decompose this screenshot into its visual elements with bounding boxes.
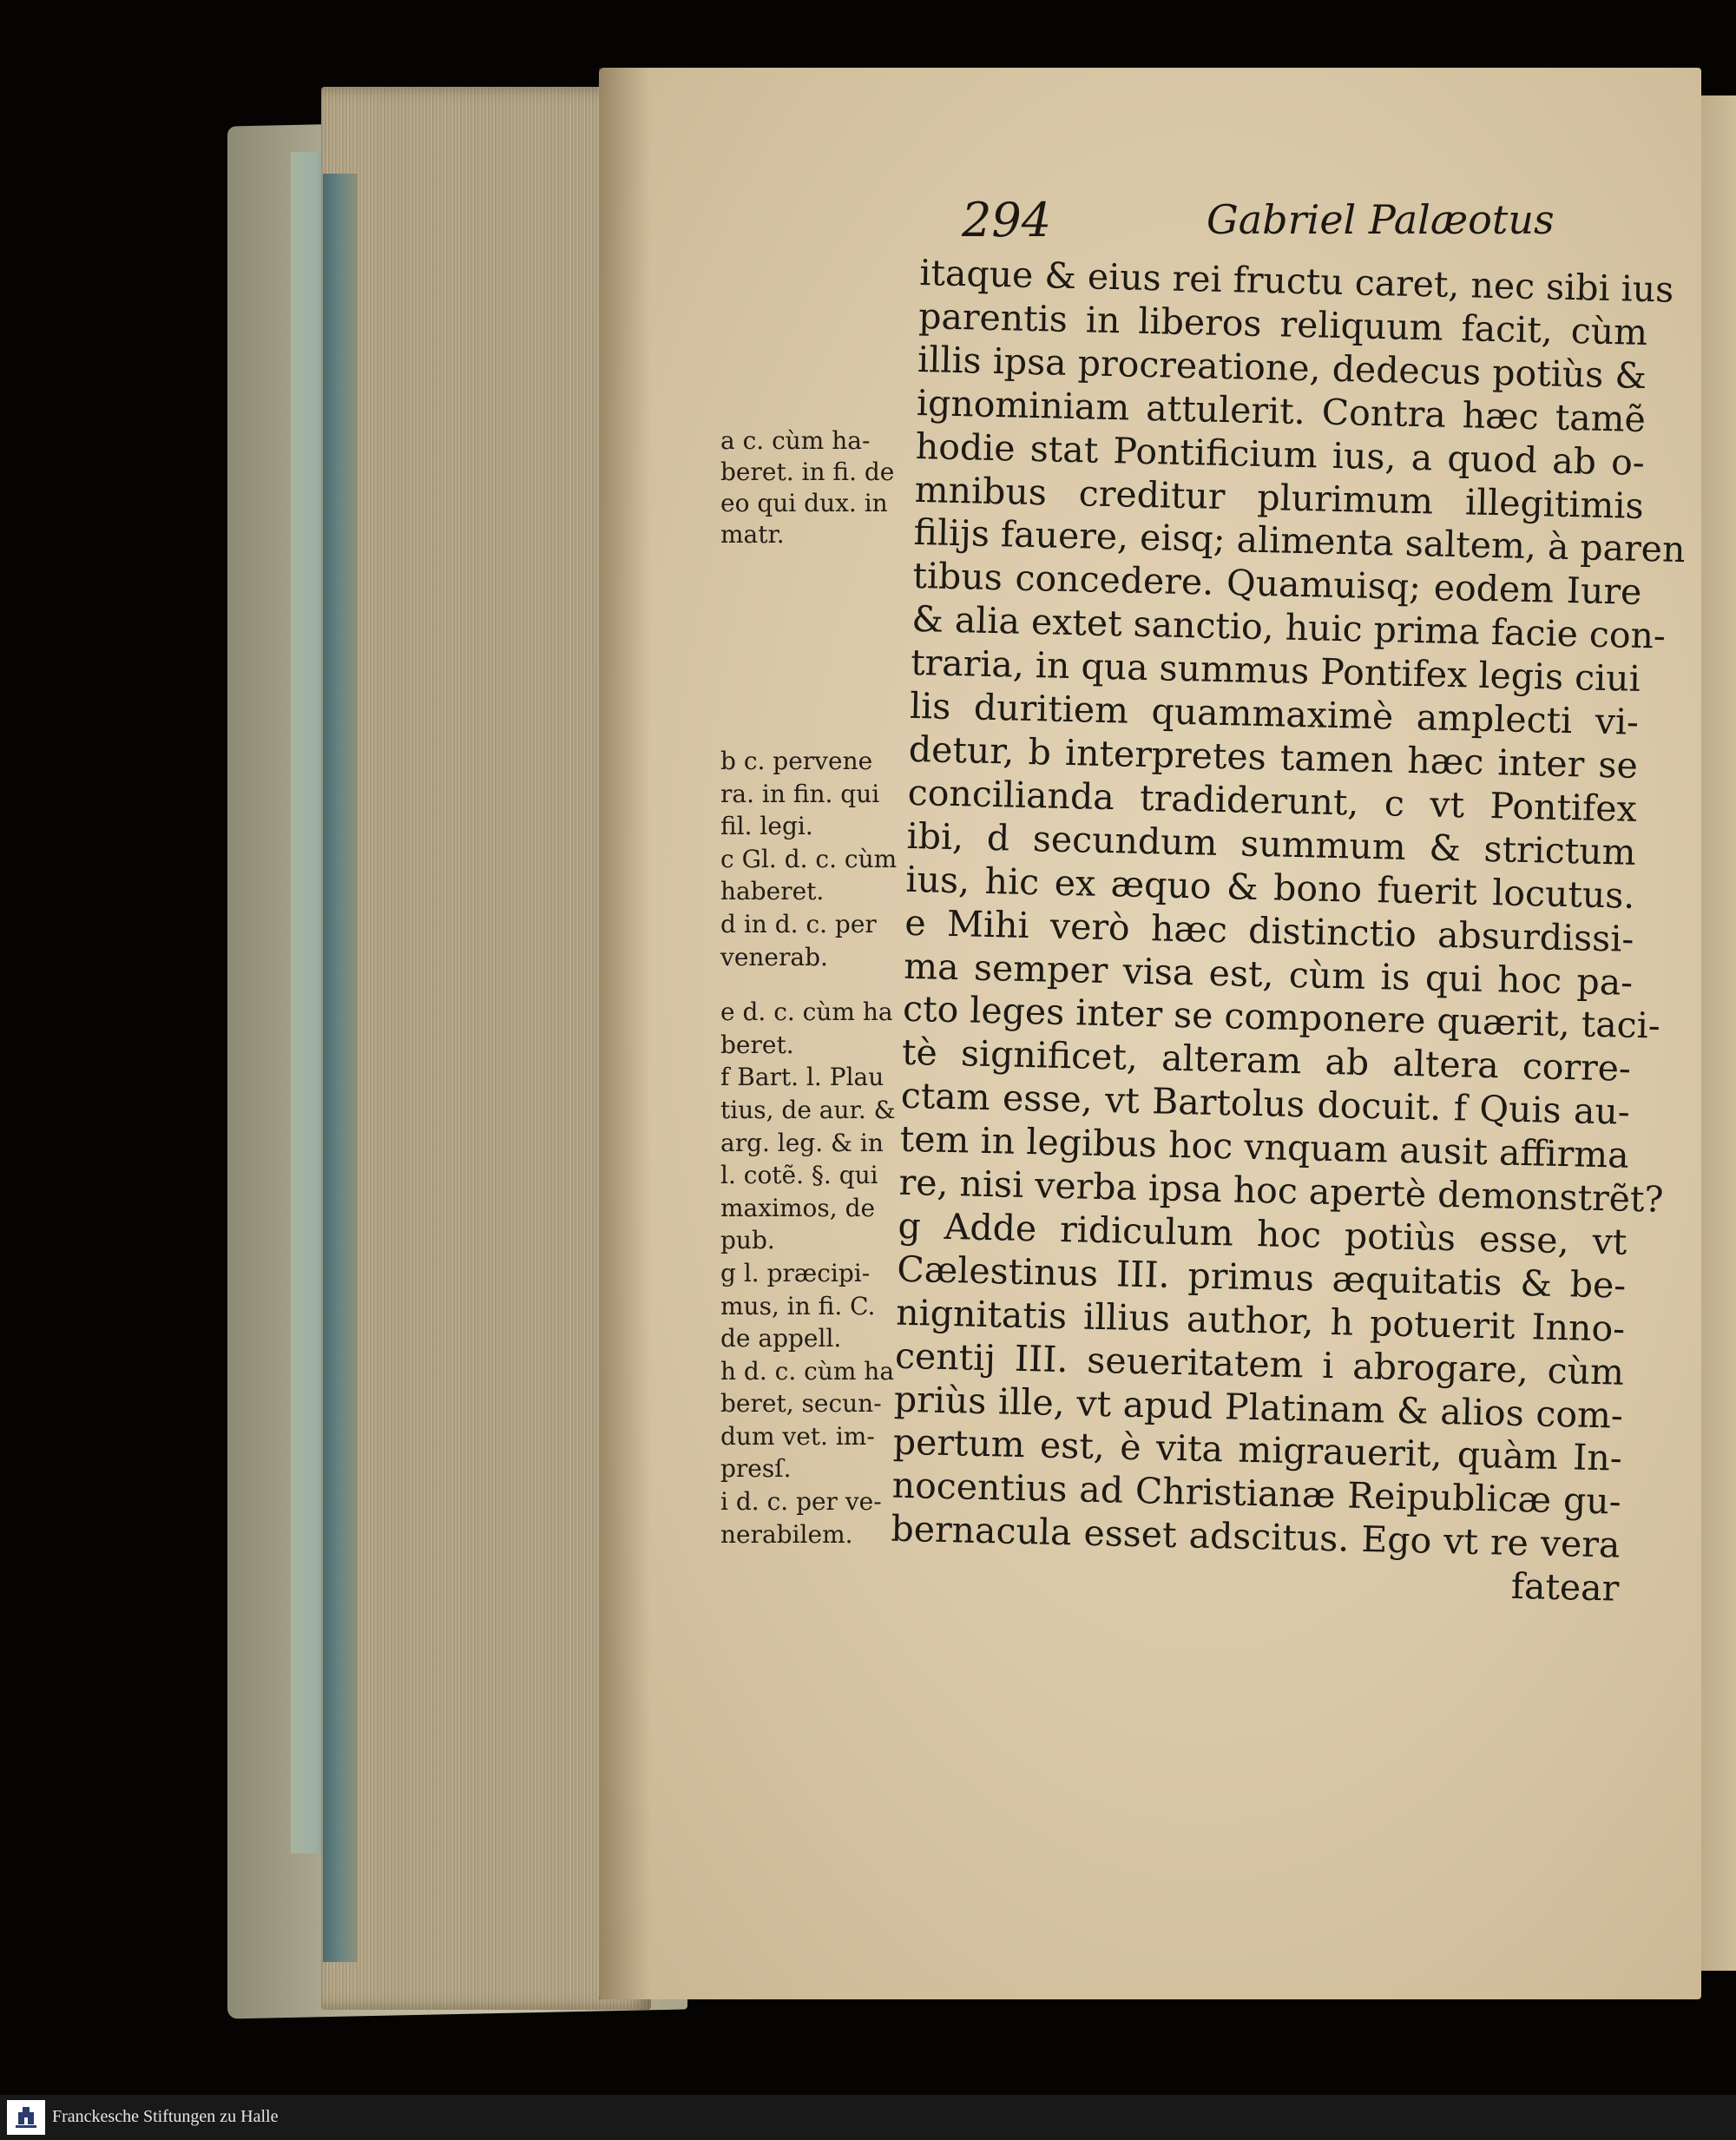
marginal-note-line: eo qui dux. in [720, 489, 888, 517]
body-line: bernacula esset adscitus. Ego vt re vera [891, 1507, 1621, 1566]
marginal-note-line: beret. in fi. de [720, 458, 895, 486]
marginal-note-line: d in d. c. per [720, 909, 877, 938]
marginal-note-line: h d. c. cùm ha [720, 1356, 895, 1386]
body-line: tibus concedere. Quamuisq; eodem Iure [911, 555, 1642, 614]
body-line: centij III. seueritatem i abrogare, cùm [894, 1334, 1625, 1393]
body-line: traria, in qua summus Pontifex legis ciui [910, 642, 1641, 701]
body-line: priùs ille, vt apud Platinam & alios com- [893, 1378, 1624, 1437]
marginal-note-line: f Bart. l. Plau [720, 1063, 884, 1092]
body-line: re, nisi verba ipsa hoc apertè demonstrẽt? [898, 1161, 1664, 1221]
footer-institution-text: Franckesche Stiftungen zu Halle [52, 2107, 279, 2126]
body-line: nocentius ad Christianæ Reipublicæ gu- [891, 1465, 1622, 1524]
body-line: ibi, d secundum summum & strictum [906, 814, 1637, 873]
body-line: ius, hic ex æquo & bono fuerit locutus. [905, 858, 1635, 917]
franckesche-stiftungen-logo-icon [7, 2100, 45, 2135]
body-line: filijs fauere, eisq; alimenta saltem, à paren [913, 511, 1686, 571]
marginal-note-line: b c. pervene [720, 747, 873, 775]
catchword: fatear [1510, 1565, 1620, 1610]
marginal-note-line: ra. in fin. qui [720, 779, 880, 808]
marginal-note-line: l. cotẽ. §. qui [720, 1161, 878, 1190]
marginal-note-line: mus, in fi. C. [720, 1291, 876, 1320]
body-line: ignominiam attulerit. Contra hæc tamẽ [916, 381, 1647, 440]
page-edge-stain [323, 174, 358, 1962]
marginal-note-line: dum vet. im- [720, 1421, 875, 1451]
body-line: pertum est, è vita migrauerit, quàm In- [892, 1421, 1623, 1480]
body-line: ctam esse, vt Bartolus docuit. f Quis au- [900, 1074, 1631, 1134]
marginal-note-line: arg. leg. & in [720, 1128, 884, 1157]
body-line: tè significet, alteram ab altera corre- [901, 1031, 1632, 1090]
marginal-notes-main [720, 745, 933, 1551]
marginal-note-line: e d. c. cùm ha [720, 998, 893, 1027]
marginal-note-line: a c. cùm ha- [720, 426, 871, 455]
running-head: Gabriel Palæotus [1207, 196, 1555, 243]
page-number: 294 [962, 193, 1052, 247]
body-line: parentis in liberos reliquum facit, cùm [917, 294, 1648, 353]
body-line: Cælestinus III. primus æquitatis & be- [896, 1248, 1627, 1307]
body-line: itaque & eius rei fructu caret, nec sibi ius [918, 252, 1674, 311]
body-line: g Adde ridiculum hoc potiùs esse, vt [898, 1204, 1628, 1263]
marginal-note-line: g l. præcipi- [720, 1258, 871, 1287]
marginal-note-line: beret, secun- [720, 1389, 882, 1419]
body-line: cto leges inter se componere quærit, taci- [902, 988, 1661, 1047]
body-line: mnibus creditur plurimum illegitimis [914, 468, 1645, 527]
marginal-note-line: matr. [720, 520, 785, 549]
marginal-note-line: pub. [720, 1226, 775, 1255]
body-line: ma semper visa est, cùm is qui hoc pa- [903, 945, 1634, 1004]
body-line: hodie stat Pontificium ius, a quod ab o- [915, 425, 1646, 484]
body-line: e Mihi verò hæc distinctio absurdissi- [904, 901, 1634, 960]
marginal-note-line: nerabilem. [720, 1519, 853, 1549]
page-gutter-shadow [599, 68, 651, 1999]
body-line: nignitatis illius author, h potuerit Inno- [895, 1291, 1626, 1350]
marginal-note-line: maximos, de [720, 1193, 876, 1222]
marginal-note-line: fil. legi. [720, 812, 813, 841]
marginal-note-line: de appell. [720, 1324, 842, 1353]
marginal-note-line: presſ. [720, 1454, 792, 1484]
marginal-note-line: c Gl. d. c. cùm [720, 844, 898, 873]
body-line: tem in legibus hoc vnquam ausit affirma [899, 1117, 1630, 1176]
marginal-note-line: tius, de aur. & [720, 1095, 896, 1124]
marginal-note-line: beret. [720, 1030, 794, 1059]
marginal-note-line: haberet. [720, 877, 825, 906]
body-line: & alia extet sanctio, huic prima facie con- [911, 598, 1667, 657]
marginal-note-line: i d. c. per ve- [720, 1487, 882, 1517]
body-line: lis duritiem quammaximè amplecti vi- [909, 684, 1640, 743]
marginal-note-line: venerab. [720, 942, 828, 971]
footer-bar [0, 2095, 1736, 2140]
body-line: illis ipsa procreatione, dedecus potiùs & [917, 338, 1647, 397]
body-line: concilianda tradiderunt, c vt Pontifex [907, 771, 1638, 830]
body-line: detur, b interpretes tamen hæc inter se [908, 728, 1639, 787]
marginal-notes-top [720, 425, 933, 550]
body-text [890, 252, 1686, 1611]
